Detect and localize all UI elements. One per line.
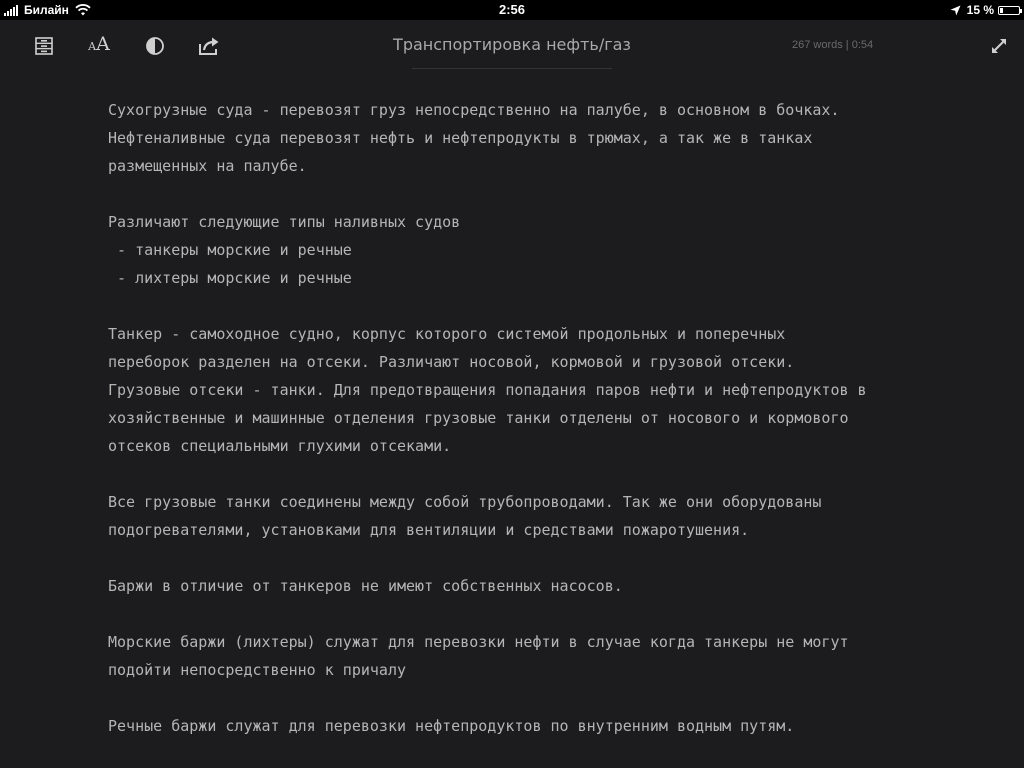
blank-line xyxy=(108,460,948,488)
blank-line xyxy=(108,180,948,208)
font-small-letter: A xyxy=(88,40,97,53)
blank-line xyxy=(108,292,948,320)
location-arrow-icon xyxy=(950,5,961,16)
fullscreen-button[interactable] xyxy=(986,33,1012,59)
text-line: хозяйственные и машинные отделения грузовые танки отделены от носового и кормового xyxy=(108,409,849,427)
battery-icon xyxy=(998,6,1020,15)
clock: 2:56 xyxy=(498,2,526,17)
share-button[interactable] xyxy=(196,33,222,59)
night-mode-button[interactable] xyxy=(142,33,168,59)
text-line: Сухогрузные суда - перевозят груз непосредственно на палубе, в основном в бочках. xyxy=(108,101,840,119)
text-line: размещенных на палубе. xyxy=(108,157,307,175)
file-cabinet-icon xyxy=(35,37,53,55)
text-line: Грузовые отсеки - танки. Для предотвращения попадания паров нефти и нефтепродуктов в xyxy=(108,381,867,399)
text-line: Все грузовые танки соединены между собой трубопроводами. Так же они оборудованы xyxy=(108,493,822,511)
font-big-letter: A xyxy=(96,33,110,55)
text-line: Речные баржи служат для перевозки нефтепродуктов по внутренним водным путям. xyxy=(108,717,795,735)
text-line: подойти непосредственно к причалу xyxy=(108,661,407,679)
status-bar-right xyxy=(950,0,1020,20)
font-size-button[interactable] xyxy=(85,33,113,59)
text-line: Танкер - самоходное судно, корпус которого системой продольных и поперечных xyxy=(108,325,786,343)
text-line: подогревателями, установками для вентиляции и средствами пожаротушения. xyxy=(108,521,750,539)
carrier-name: Билайн xyxy=(24,3,69,17)
text-line: - лихтеры морские и речные xyxy=(108,269,352,287)
word-count[interactable]: 267 words | 0:54 xyxy=(792,39,874,51)
blank-line xyxy=(108,600,948,628)
text-line: Различают следующие типы наливных судов xyxy=(108,213,461,231)
text-line: Баржи в отличие от танкеров не имеют собственных насосов. xyxy=(108,577,623,595)
blank-line xyxy=(108,684,948,712)
blank-line xyxy=(108,544,948,572)
document-title[interactable]: Транспортировка нефть/газ xyxy=(393,35,631,54)
text-line: переборок разделен на отсеки. Различают носовой, кормовой и грузовой отсеки. xyxy=(108,353,795,371)
status-bar xyxy=(0,0,1024,20)
text-line: Морские баржи (лихтеры) служат для перевозки нефти в случае когда танкеры не могут xyxy=(108,633,849,651)
title-divider xyxy=(412,68,612,69)
expand-icon xyxy=(991,38,1007,54)
share-icon xyxy=(197,36,221,56)
text-line: - танкеры морские и речные xyxy=(108,241,352,259)
text-line: Нефтеналивные суда перевозят нефть и нефтепродукты в трюмах, а так же в танках xyxy=(108,129,813,147)
toolbar xyxy=(0,20,1024,70)
battery-level xyxy=(1000,8,1003,13)
contrast-icon xyxy=(145,36,165,56)
battery-percent: 15 % xyxy=(966,3,994,17)
document-editor[interactable] xyxy=(108,96,948,740)
document-list-button[interactable] xyxy=(31,33,57,59)
text-line: отсеков специальными глухими отсеками. xyxy=(108,437,452,455)
